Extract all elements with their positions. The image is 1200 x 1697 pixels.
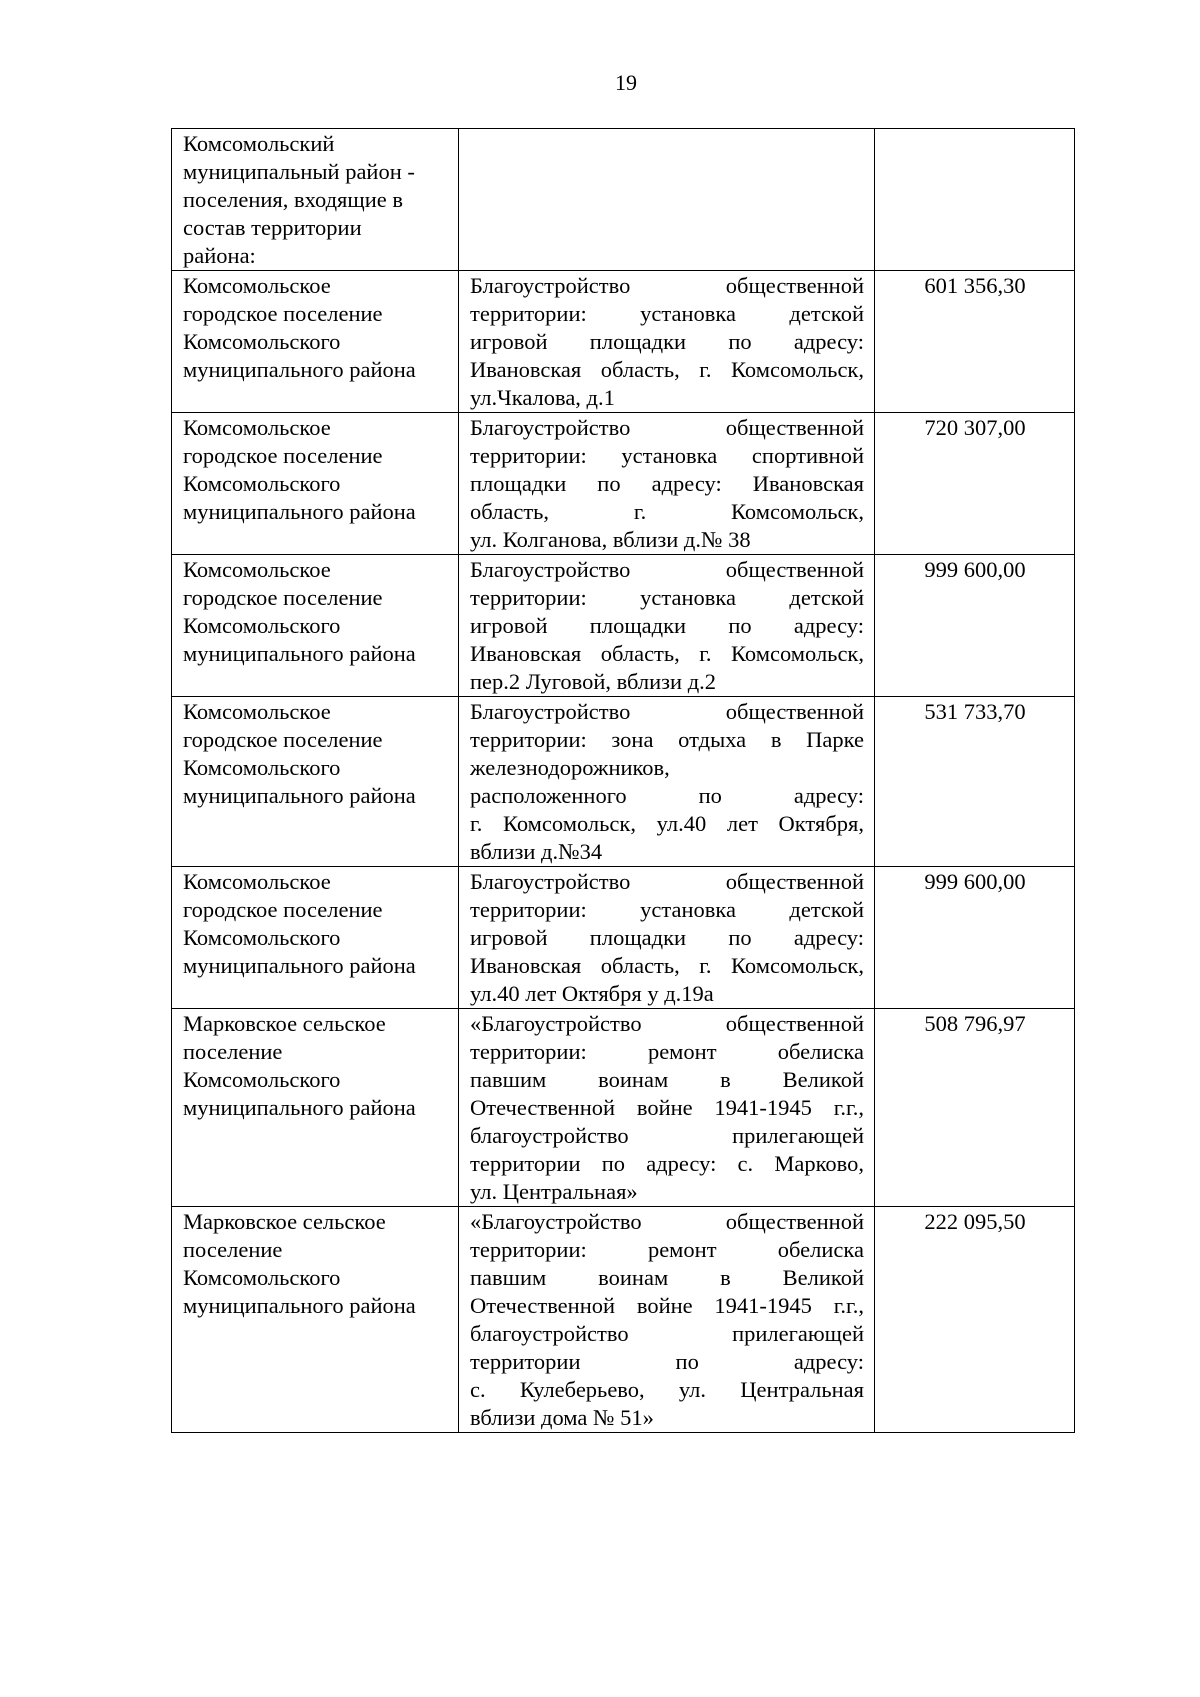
municipality-cell (172, 867, 459, 1009)
table-row (172, 867, 1075, 1009)
municipality-line: поселение (183, 1237, 283, 1262)
table-row (172, 271, 1075, 413)
municipality-line: городское поселение (183, 897, 383, 922)
description-line: Благоустройство общественной (470, 557, 864, 582)
municipality-line: Комсомольского (183, 925, 341, 950)
description-line: г. Комсомольск, ул.40 лет Октября, (470, 811, 864, 836)
municipality-line: Комсомольское (183, 869, 331, 894)
municipality-cell (172, 555, 459, 697)
description-line: территории: установка детской (470, 301, 864, 326)
municipality-line: муниципального района (183, 953, 416, 978)
description-line: с. Кулеберьево, ул. Центральная (470, 1377, 864, 1402)
municipality-line: Комсомольского (183, 471, 341, 496)
table-row (172, 1207, 1075, 1433)
description-cell (459, 413, 875, 555)
description-cell (459, 1009, 875, 1207)
municipality-line: поселение (183, 1039, 283, 1064)
description-line: ул. Центральная» (470, 1179, 638, 1204)
municipality-cell (172, 129, 459, 271)
municipality-line: Комсомольского (183, 613, 341, 638)
improvement-table (171, 128, 1075, 1433)
description-line: Благоустройство общественной (470, 273, 864, 298)
description-line: ул.Чкалова, д.1 (470, 385, 615, 410)
description-cell (459, 555, 875, 697)
description-line: расположенного по адресу: (470, 783, 864, 808)
description-line: территории по адресу: с. Марково, (470, 1151, 864, 1176)
municipality-line: городское поселение (183, 301, 383, 326)
description-line: территории: ремонт обелиска (470, 1039, 864, 1064)
table-row (172, 555, 1075, 697)
municipality-line: состав территории (183, 215, 362, 240)
table-row (172, 129, 1075, 271)
municipality-line: Комсомольского (183, 1067, 341, 1092)
description-cell (459, 1207, 875, 1433)
municipality-line: Комсомольского (183, 1265, 341, 1290)
description-line: область, г. Комсомольск, (470, 499, 864, 524)
description-line: территории: установка детской (470, 897, 864, 922)
municipality-cell (172, 1009, 459, 1207)
description-cell (459, 867, 875, 1009)
description-line: павшим воинам в Великой (470, 1067, 864, 1092)
municipality-line: муниципальный район - (183, 159, 415, 184)
page-number: 19 (615, 70, 637, 95)
description-line: площадки по адресу: Ивановская (470, 471, 864, 496)
description-line: «Благоустройство общественной (470, 1011, 864, 1036)
description-line: Благоустройство общественной (470, 699, 864, 724)
description-line: «Благоустройство общественной (470, 1209, 864, 1234)
amount-cell: 999 600,00 (875, 555, 1075, 697)
description-line: территории: зона отдыха в Парке (470, 727, 864, 752)
description-line: территории: установка спортивной (470, 443, 864, 468)
municipality-cell (172, 413, 459, 555)
table-row (172, 413, 1075, 555)
municipality-line: городское поселение (183, 727, 383, 752)
description-line: игровой площадки по адресу: (470, 613, 864, 638)
description-line: благоустройство прилегающей (470, 1123, 864, 1148)
description-line: Благоустройство общественной (470, 415, 864, 440)
amount-cell: 720 307,00 (875, 413, 1075, 555)
municipality-line: городское поселение (183, 443, 383, 468)
municipality-line: муниципального района (183, 783, 416, 808)
description-cell (459, 271, 875, 413)
amount-cell (875, 129, 1075, 271)
table-row (172, 1009, 1075, 1207)
municipality-cell (172, 697, 459, 867)
municipality-cell (172, 271, 459, 413)
description-line: благоустройство прилегающей (470, 1321, 864, 1346)
municipality-line: Марковское сельское (183, 1011, 386, 1036)
amount-cell: 508 796,97 (875, 1009, 1075, 1207)
table-row (172, 697, 1075, 867)
amount-cell: 601 356,30 (875, 271, 1075, 413)
municipality-line: муниципального района (183, 1293, 416, 1318)
municipality-line: Комсомольское (183, 415, 331, 440)
municipality-line: городское поселение (183, 585, 383, 610)
municipality-line: Комсомольский (183, 131, 335, 156)
municipality-line: Комсомольского (183, 755, 341, 780)
description-line: территории: установка детской (470, 585, 864, 610)
description-line: территории по адресу: (470, 1349, 864, 1374)
description-line: Ивановская область, г. Комсомольск, (470, 641, 864, 666)
description-cell (459, 129, 875, 271)
municipality-line: Комсомольское (183, 273, 331, 298)
description-line: Ивановская область, г. Комсомольск, (470, 357, 864, 382)
municipality-line: муниципального района (183, 357, 416, 382)
municipality-line: Комсомольское (183, 699, 331, 724)
municipality-line: муниципального района (183, 1095, 416, 1120)
municipality-line: района: (183, 243, 256, 268)
description-line: игровой площадки по адресу: (470, 925, 864, 950)
description-line: Благоустройство общественной (470, 869, 864, 894)
municipality-line: муниципального района (183, 499, 416, 524)
description-line: территории: ремонт обелиска (470, 1237, 864, 1262)
description-line: Отечественной войне 1941-1945 г.г., (470, 1293, 864, 1318)
municipality-line: муниципального района (183, 641, 416, 666)
description-line: ул.40 лет Октября у д.19а (470, 981, 714, 1006)
description-line: павшим воинам в Великой (470, 1265, 864, 1290)
description-line: вблизи дома № 51» (470, 1405, 654, 1430)
amount-cell: 531 733,70 (875, 697, 1075, 867)
description-line: игровой площадки по адресу: (470, 329, 864, 354)
description-line: железнодорожников, (470, 755, 670, 780)
amount-cell: 222 095,50 (875, 1207, 1075, 1433)
municipality-line: Марковское сельское (183, 1209, 386, 1234)
municipality-line: поселения, входящие в (183, 187, 404, 212)
amount-cell: 999 600,00 (875, 867, 1075, 1009)
description-line: Ивановская область, г. Комсомольск, (470, 953, 864, 978)
table-body (172, 129, 1075, 1433)
municipality-cell (172, 1207, 459, 1433)
description-line: вблизи д.№34 (470, 839, 603, 864)
description-line: Отечественной войне 1941-1945 г.г., (470, 1095, 864, 1120)
description-line: пер.2 Луговой, вблизи д.2 (470, 669, 717, 694)
municipality-line: Комсомольское (183, 557, 331, 582)
description-line: ул. Колганова, вблизи д.№ 38 (470, 527, 751, 552)
municipality-line: Комсомольского (183, 329, 341, 354)
description-cell (459, 697, 875, 867)
